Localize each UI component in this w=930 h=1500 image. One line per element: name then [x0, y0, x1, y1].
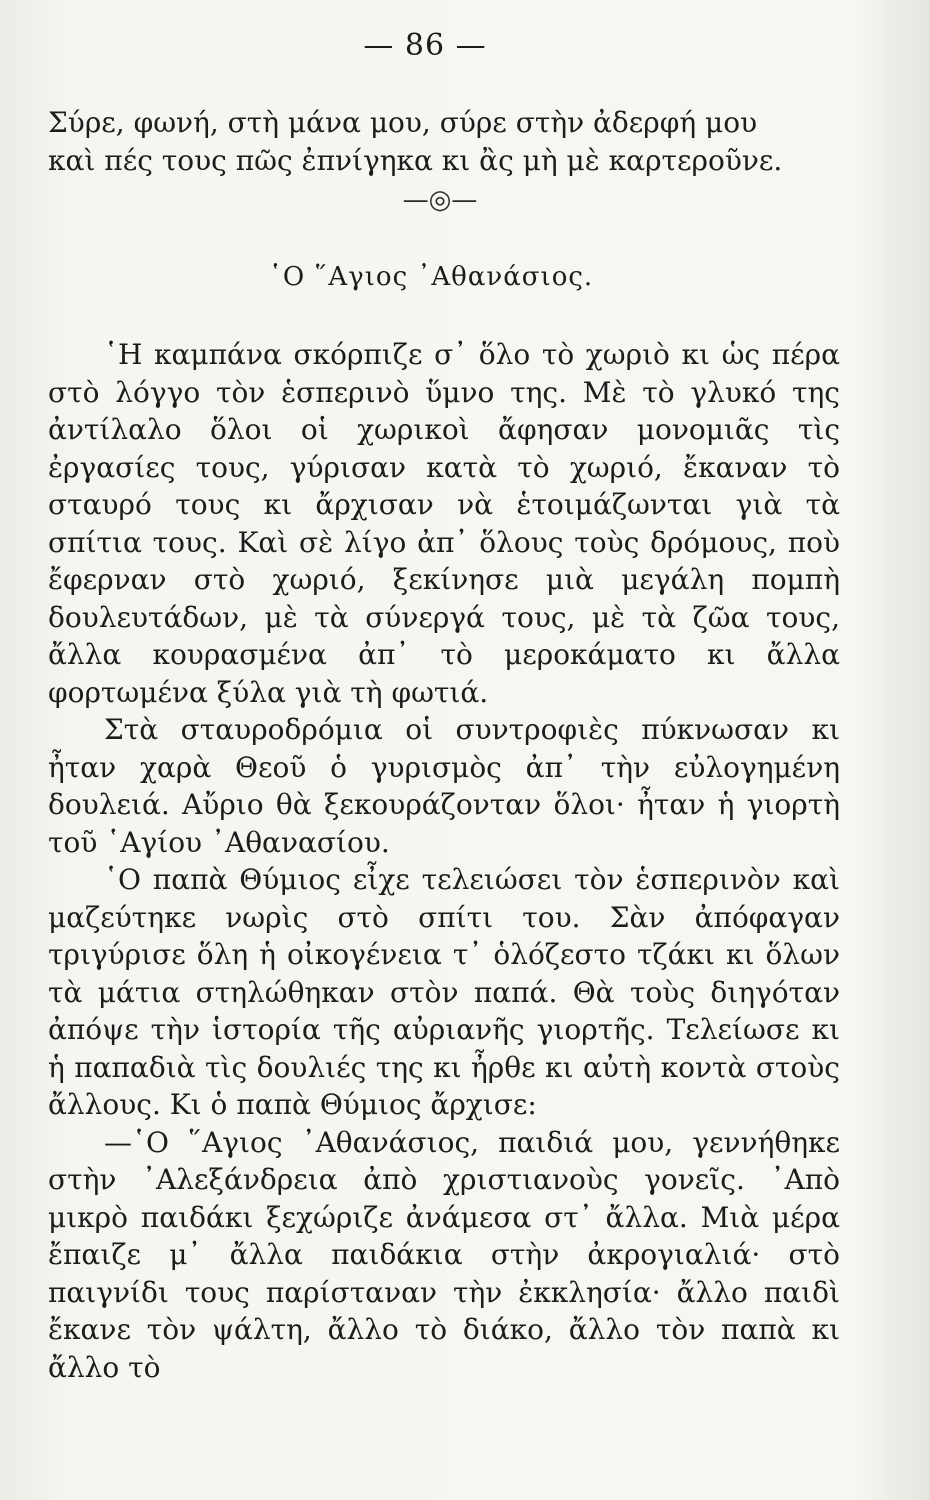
verse-line: καὶ πές τους πῶς ἐπνίγηκα κι ἂς μὴ μὲ καρτεροῦνε.	[48, 143, 783, 177]
paragraph: ῾Ο παπὰ Θύμιος εἶχε τελειώσει τὸν ἑσπερινὸν καὶ μαζεύτηκε νωρὶς στὸ σπίτι του. Σὰν ἀπόφαγαν τριγύρισε ὅλη ἡ οἰκογένεια τ᾿ ὁλόζεστο τζάκι κι ὅλων τὰ μάτια στηλώθηκαν στὸν παπά. Θὰ τοὺς διηγόταν ἀπόψε τὴν ἱστορία τῆς αὐριανῆς γιορτῆς. Τελείωσε κι ἡ παπαδιὰ τὶς δουλιές της κι ἦρθε κι αὐτὴ κοντὰ στοὺς ἄλλους. Κι ὁ παπὰ Θύμιος ἄρχισε:	[48, 863, 840, 1121]
section-ornament: —◎—	[402, 185, 478, 215]
paragraph: ῾Η καμπάνα σκόρπιζε σ᾿ ὅλο τὸ χωριὸ κι ὡς πέρα στὸ λόγγο τὸν ἑσπερινὸ ὕμνο της. Μὲ τὸ γλυκό της ἀντίλαλο ὅλοι οἱ χωρικοὶ ἄφησαν μονομιᾶς τὶς ἐργασίες τους, γύρισαν κατὰ τὸ χωριό, ἔκαναν τὸ σταυρό τους κι ἄρχισαν νὰ ἑτοιμάζωνται γιὰ τὰ σπίτια τους. Καὶ σὲ λίγο ἀπ᾿ ὅλους τοὺς δρόμους, ποὺ ἔφερναν στὸ χωριό, ξεκίνησε μιὰ μεγάλη πομπὴ δουλευτάδων, μὲ τὰ σύνεργά τους, μὲ τὰ ζῶα τους, ἄλλα κουρασμένα ἀπ᾿ τὸ μεροκάματο κι ἄλλα φορτωμένα ξύλα γιὰ τὴ φωτιά.	[48, 338, 840, 709]
chapter-title: ῾Ο ῞Αγιος ᾿Αθανάσιος.	[268, 262, 594, 292]
verse-line: Σύρε, φωνή, στὴ μάνα μου, σύρε στὴν ἀδερφή μου	[48, 106, 758, 139]
paragraph: Στὰ σταυροδρόμια οἱ συντροφιὲς πύκνωσαν κι ἦταν χαρὰ Θεοῦ ὁ γυρισμὸς ἀπ᾿ τὴν εὐλογημένη δουλειά. Αὔριο θὰ ξεκουράζονταν ὅλοι· ἦταν ἡ γιορτὴ τοῦ ῾Αγίου ᾿Αθανασίου.	[48, 713, 840, 859]
paragraph: —῾Ο ῞Αγιος ᾿Αθανάσιος, παιδιά μου, γεννήθηκε στὴν ᾿Αλεξάνδρεια ἀπὸ χριστιανοὺς γονεῖς. ᾿Απὸ μικρὸ παιδάκι ξεχώριζε ἀνάμεσα στ᾿ ἄλλα. Μιὰ μέρα ἔπαιζε μ᾿ ἄλλα παιδάκια στὴν ἀκρογιαλιά· στὸ παιγνίδι τους παρίσταναν τὴν ἐκκλησία· ἄλλο παιδὶ ἔκανε τὸν ψάλτη, ἄλλο τὸ διάκο, ἄλλο τὸν παπὰ κι ἄλλο τὸ	[48, 1125, 840, 1384]
prose-body	[48, 336, 840, 1386]
verse	[48, 104, 840, 179]
page-number: — 86 —	[363, 28, 487, 63]
